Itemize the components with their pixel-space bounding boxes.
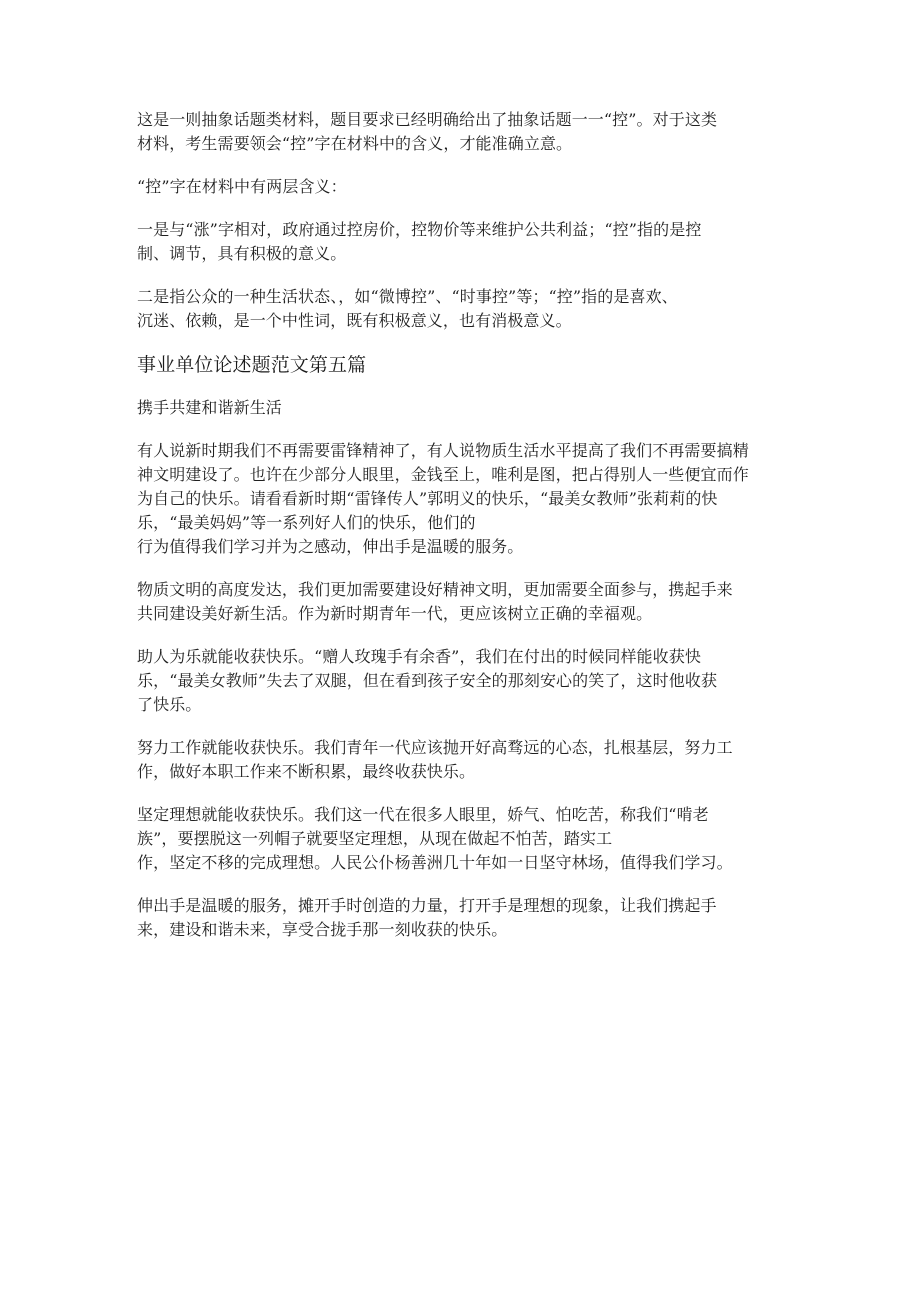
essay-paragraph-4 — [137, 736, 787, 784]
text-line: 沉迷、依赖，是一个中性词，既有积极意义，也有消极意义。 — [137, 311, 572, 330]
text-line: 助人为乐就能收获快乐。“赠人玫瑰手有余香”，我们在付出的时候同样能收获快 — [137, 647, 701, 666]
text-line: 制、调节，具有积极的意义。 — [137, 244, 347, 263]
text-line: 作，坚定不移的完成理想。人民公仆杨善洲几十年如一日坚守林场，值得我们学习。 — [137, 853, 733, 872]
text-line: 来，建设和谐未来，享受合拢手那一刻收获的快乐。 — [137, 920, 508, 939]
essay-paragraph-5 — [137, 803, 787, 875]
text-line: “控”字在材料中有两层含义： — [137, 177, 347, 196]
text-line: 乐，“最美女教师”失去了双腿，但在看到孩子安全的那刻安心的笑了，这时他收获 — [137, 671, 718, 690]
intro-paragraph-4 — [137, 285, 787, 333]
text-line: 有人说新时期我们不再需要雷锋精神了，有人说物质生活水平提高了我们不再需要搞精 — [137, 441, 749, 460]
text-line: 了快乐。 — [137, 695, 202, 714]
intro-paragraph-3 — [137, 218, 787, 266]
essay-paragraph-6 — [137, 894, 787, 942]
text-line: 这是一则抽象话题类材料，题目要求已经明确给出了抽象话题一一“控”。对于这类 — [137, 110, 718, 129]
text-line: 坚定理想就能收获快乐。我们这一代在很多人眼里，娇气、怕吃苦，称我们“啃老 — [137, 805, 709, 824]
text-line: 物质文明的高度发达，我们更加需要建设好精神文明，更加需要全面参与，携起手来 — [137, 580, 733, 599]
essay-paragraph-2 — [137, 578, 787, 626]
document-body — [137, 108, 787, 961]
text-line: 二是指公众的一种生活状态、，如“微博控”、“时事控”等；“控”指的是喜欢、 — [137, 287, 678, 306]
text-line: 伸出手是温暖的服务，摊开手时创造的力量，打开手是理想的现象，让我们携起手 — [137, 896, 717, 915]
text-line: 行为值得我们学习并为之感动，伸出手是温暖的服务。 — [137, 537, 524, 556]
essay-title: 携手共建和谐新生活 — [137, 398, 282, 417]
essay-paragraph-3 — [137, 645, 787, 717]
text-line: 作，做好本职工作来不断积累，最终收获快乐。 — [137, 762, 476, 781]
text-line: 材料，考生需要领会“控”字在材料中的含义，才能准确立意。 — [137, 134, 573, 153]
text-line: 为自己的快乐。请看看新时期“雷锋传人”郭明义的快乐，“最美女教师”张莉莉的快 — [137, 489, 718, 508]
text-line: 一是与“涨”字相对，政府通过控房价，控物价等来维护公共利益；“控”指的是控 — [137, 220, 702, 239]
text-line: 共同建设美好新生活。作为新时期青年一代，更应该树立正确的幸福观。 — [137, 604, 653, 623]
intro-paragraph-2 — [137, 175, 787, 199]
text-line: 努力工作就能收获快乐。我们青年一代应该抛开好高骛远的心态，扎根基层，努力工 — [137, 738, 733, 757]
text-line: 乐，“最美妈妈”等一系列好人们的快乐，他们的 — [137, 513, 476, 532]
text-line: 神文明建设了。也许在少部分人眼里，金钱至上，唯利是图，把占得别人一些便宜而作 — [137, 465, 749, 484]
essay-paragraph-1 — [137, 439, 787, 559]
text-line: 族”，要摆脱这一列帽子就要坚定理想，从现在做起不怕苦，踏实工 — [137, 829, 613, 848]
intro-paragraph-1 — [137, 108, 787, 156]
section-heading: 事业单位论述题范文第五篇 — [137, 354, 367, 376]
